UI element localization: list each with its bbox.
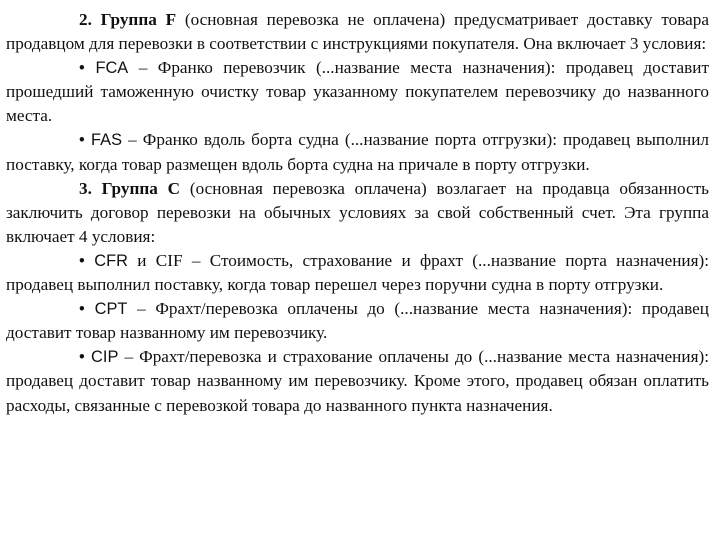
paragraph-cip — [6, 345, 709, 417]
fca-description: – Франко перевозчик (...название места назначения): продавец доставит прошедший таможенную очистку товар указанному покупателем перевозчику до названного места. — [6, 58, 709, 126]
paragraph-cpt — [6, 297, 709, 345]
fca-term: • FCA — [79, 59, 129, 78]
cpt-term: • CPT — [79, 300, 128, 319]
cfr-cif-description: и CIF – Стоимость, страхование и фрахт (...название порта назначения): продавец выполнил поставку, когда товар перешел через поручни судна в порту отгрузки. — [6, 250, 709, 295]
group-c-description: (основная перевозка оплачена) возлагает на продавца обязанность заключить договор перевозки на обычных условиях за свой собственный счет. Эта группа включает 4 условия: — [6, 178, 709, 246]
document-body — [6, 8, 709, 418]
paragraph-fas — [6, 128, 709, 176]
paragraph-cfr-cif — [6, 249, 709, 297]
paragraph-group-c — [6, 177, 709, 249]
cip-term: • CIP — [79, 348, 119, 367]
group-c-heading: 3. Группа C — [79, 178, 181, 198]
fas-description: – Франко вдоль борта судна (...название порта отгрузки): продавец выполнил поставку, когда товар размещен вдоль борта судна на причале в порту отгрузки. — [6, 130, 710, 174]
group-f-description: (основная перевозка не оплачена) предусматривает доставку товара продавцом для перевозки в соответствии с инструкциями покупателя. Она включает 3 условия: — [6, 10, 709, 54]
paragraph-fca — [6, 56, 709, 128]
group-f-heading: 2. Группа F — [79, 10, 177, 29]
cfr-term: • CFR — [79, 251, 128, 270]
cpt-description: – Фрахт/перевозка оплачены до (...название места назначения): продавец доставит товар названному им перевозчику. — [6, 299, 709, 343]
paragraph-group-f — [6, 8, 709, 56]
fas-term: • FAS — [79, 131, 123, 150]
cip-description: – Фрахт/перевозка и страхование оплачены до (...название места назначения): продавец доставит товар названному им перевозчику. Кроме этого, продавец обязан оплатить расходы, связанные с перевозкой товара до названного пункта назначения. — [6, 347, 709, 415]
